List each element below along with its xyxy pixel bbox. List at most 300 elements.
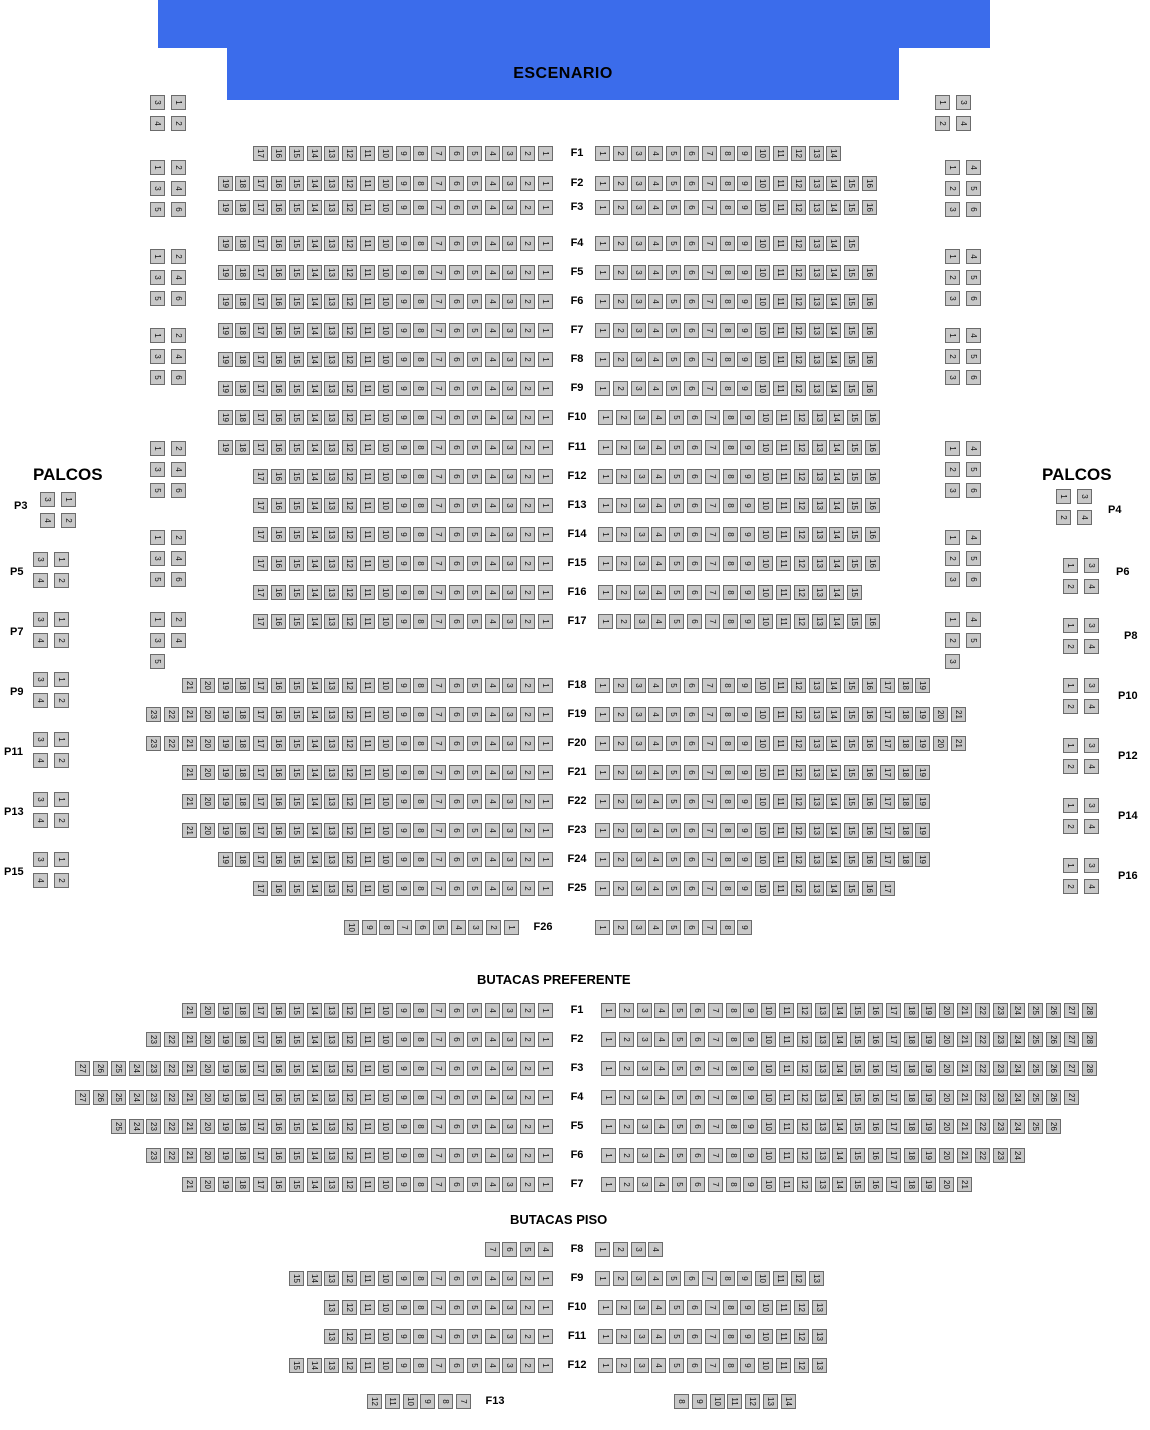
seat-preferente-F3-2[interactable]: 2 — [520, 1061, 535, 1076]
seat-piso-F11-7[interactable]: 7 — [431, 1329, 446, 1344]
seat-main-F21-5[interactable]: 5 — [467, 765, 482, 780]
seat-main-F6-r2[interactable]: 2 — [613, 294, 628, 309]
seat-main-F14-r15[interactable]: 15 — [847, 527, 862, 542]
seat-main-F6-14[interactable]: 14 — [307, 294, 322, 309]
seat-preferente-F3-r19[interactable]: 19 — [921, 1061, 936, 1076]
seat-main-F19-1[interactable]: 1 — [538, 707, 553, 722]
seat-preferente-F4-12[interactable]: 12 — [342, 1090, 357, 1105]
seat-main-F16-5[interactable]: 5 — [467, 585, 482, 600]
seat-preferente-F4-11[interactable]: 11 — [360, 1090, 375, 1105]
seat-preferente-F2-8[interactable]: 8 — [413, 1032, 428, 1047]
palco-side-left-5-seat-4[interactable]: 4 — [171, 551, 186, 566]
seat-main-F2-13[interactable]: 13 — [324, 176, 339, 191]
seat-preferente-F2-r24[interactable]: 24 — [1010, 1032, 1025, 1047]
palco-P8-seat-4[interactable]: 4 — [1084, 639, 1099, 654]
seat-main-F8-9[interactable]: 9 — [396, 352, 411, 367]
seat-main-F10-r1[interactable]: 1 — [598, 410, 613, 425]
seat-main-F9-1[interactable]: 1 — [538, 381, 553, 396]
seat-main-F2-18[interactable]: 18 — [235, 176, 250, 191]
seat-main-F15-2[interactable]: 2 — [520, 556, 535, 571]
seat-main-F18-r14[interactable]: 14 — [826, 678, 841, 693]
seat-preferente-F7-8[interactable]: 8 — [413, 1177, 428, 1192]
seat-main-F7-4[interactable]: 4 — [485, 323, 500, 338]
seat-main-F1-3[interactable]: 3 — [502, 146, 517, 161]
seat-main-F15-10[interactable]: 10 — [378, 556, 393, 571]
seat-main-F14-r8[interactable]: 8 — [723, 527, 738, 542]
seat-main-F7-2[interactable]: 2 — [520, 323, 535, 338]
seat-main-F14-12[interactable]: 12 — [342, 527, 357, 542]
seat-main-F10-13[interactable]: 13 — [324, 410, 339, 425]
seat-main-F4-10[interactable]: 10 — [378, 236, 393, 251]
seat-piso-F12-15[interactable]: 15 — [289, 1358, 304, 1373]
seat-main-F22-r4[interactable]: 4 — [648, 794, 663, 809]
seat-preferente-F2-14[interactable]: 14 — [307, 1032, 322, 1047]
seat-preferente-F5-11[interactable]: 11 — [360, 1119, 375, 1134]
palco-P9-seat-3[interactable]: 3 — [33, 672, 48, 687]
seat-piso-F10-5[interactable]: 5 — [467, 1300, 482, 1315]
seat-main-F12-r16[interactable]: 16 — [865, 469, 880, 484]
seat-preferente-F3-r20[interactable]: 20 — [939, 1061, 954, 1076]
seat-preferente-F2-r3[interactable]: 3 — [637, 1032, 652, 1047]
seat-main-F1-r9[interactable]: 9 — [737, 146, 752, 161]
seat-preferente-F6-12[interactable]: 12 — [342, 1148, 357, 1163]
seat-main-F20-20[interactable]: 20 — [200, 736, 215, 751]
seat-preferente-F6-18[interactable]: 18 — [235, 1148, 250, 1163]
seat-main-F22-r11[interactable]: 11 — [773, 794, 788, 809]
seat-piso-F11-r5[interactable]: 5 — [669, 1329, 684, 1344]
seat-main-F7-r11[interactable]: 11 — [773, 323, 788, 338]
seat-preferente-F3-r28[interactable]: 28 — [1082, 1061, 1097, 1076]
seat-preferente-F6-r13[interactable]: 13 — [815, 1148, 830, 1163]
seat-main-F19-22[interactable]: 22 — [164, 707, 179, 722]
seat-main-F7-9[interactable]: 9 — [396, 323, 411, 338]
seat-preferente-F7-6[interactable]: 6 — [449, 1177, 464, 1192]
seat-main-F12-r6[interactable]: 6 — [687, 469, 702, 484]
seat-preferente-F5-12[interactable]: 12 — [342, 1119, 357, 1134]
seat-main-F21-1[interactable]: 1 — [538, 765, 553, 780]
seat-main-F12-12[interactable]: 12 — [342, 469, 357, 484]
seat-main-F23-7[interactable]: 7 — [431, 823, 446, 838]
seat-main-F15-r8[interactable]: 8 — [723, 556, 738, 571]
palco-P8-seat-1[interactable]: 1 — [1063, 618, 1078, 633]
seat-preferente-F3-25[interactable]: 25 — [111, 1061, 126, 1076]
seat-main-F5-r1[interactable]: 1 — [595, 265, 610, 280]
seat-preferente-F4-16[interactable]: 16 — [271, 1090, 286, 1105]
seat-main-F24-1[interactable]: 1 — [538, 852, 553, 867]
seat-preferente-F1-14[interactable]: 14 — [307, 1003, 322, 1018]
seat-main-F11-16[interactable]: 16 — [271, 440, 286, 455]
seat-preferente-F2-r6[interactable]: 6 — [690, 1032, 705, 1047]
seat-preferente-F3-27[interactable]: 27 — [75, 1061, 90, 1076]
seat-preferente-F7-17[interactable]: 17 — [253, 1177, 268, 1192]
seat-preferente-F1-r22[interactable]: 22 — [975, 1003, 990, 1018]
seat-main-F15-15[interactable]: 15 — [289, 556, 304, 571]
seat-preferente-F6-13[interactable]: 13 — [324, 1148, 339, 1163]
seat-preferente-F2-19[interactable]: 19 — [218, 1032, 233, 1047]
seat-preferente-F3-r6[interactable]: 6 — [690, 1061, 705, 1076]
seat-main-F16-1[interactable]: 1 — [538, 585, 553, 600]
seat-main-F24-r8[interactable]: 8 — [720, 852, 735, 867]
seat-preferente-F6-r17[interactable]: 17 — [886, 1148, 901, 1163]
seat-preferente-F3-r17[interactable]: 17 — [886, 1061, 901, 1076]
seat-piso-F12-14[interactable]: 14 — [307, 1358, 322, 1373]
seat-main-F5-r5[interactable]: 5 — [666, 265, 681, 280]
seat-main-F12-2[interactable]: 2 — [520, 469, 535, 484]
seat-main-F23-6[interactable]: 6 — [449, 823, 464, 838]
seat-main-F25-14[interactable]: 14 — [307, 881, 322, 896]
seat-preferente-F5-r16[interactable]: 16 — [868, 1119, 883, 1134]
seat-main-F7-r16[interactable]: 16 — [862, 323, 877, 338]
seat-main-F22-2[interactable]: 2 — [520, 794, 535, 809]
seat-preferente-F2-10[interactable]: 10 — [378, 1032, 393, 1047]
seat-piso-F11-r11[interactable]: 11 — [776, 1329, 791, 1344]
seat-main-F2-r9[interactable]: 9 — [737, 176, 752, 191]
seat-main-F25-r13[interactable]: 13 — [809, 881, 824, 896]
seat-preferente-F4-r8[interactable]: 8 — [726, 1090, 741, 1105]
seat-main-F22-8[interactable]: 8 — [413, 794, 428, 809]
seat-main-F17-r7[interactable]: 7 — [705, 614, 720, 629]
seat-preferente-F2-16[interactable]: 16 — [271, 1032, 286, 1047]
seat-piso-F10-7[interactable]: 7 — [431, 1300, 446, 1315]
seat-preferente-F1-r11[interactable]: 11 — [779, 1003, 794, 1018]
palco-P3-seat-2[interactable]: 2 — [61, 513, 76, 528]
seat-main-F24-r10[interactable]: 10 — [755, 852, 770, 867]
seat-preferente-F1-r23[interactable]: 23 — [993, 1003, 1008, 1018]
seat-main-F25-13[interactable]: 13 — [324, 881, 339, 896]
seat-main-F20-r10[interactable]: 10 — [755, 736, 770, 751]
seat-preferente-F7-11[interactable]: 11 — [360, 1177, 375, 1192]
seat-piso-F9-r6[interactable]: 6 — [684, 1271, 699, 1286]
seat-main-F6-12[interactable]: 12 — [342, 294, 357, 309]
seat-main-F17-r11[interactable]: 11 — [776, 614, 791, 629]
seat-main-F1-r7[interactable]: 7 — [702, 146, 717, 161]
palco-P10-seat-3[interactable]: 3 — [1084, 678, 1099, 693]
seat-main-F1-r12[interactable]: 12 — [791, 146, 806, 161]
seat-main-F21-r11[interactable]: 11 — [773, 765, 788, 780]
seat-main-F2-7[interactable]: 7 — [431, 176, 446, 191]
seat-main-F5-3[interactable]: 3 — [502, 265, 517, 280]
seat-main-F5-13[interactable]: 13 — [324, 265, 339, 280]
seat-main-F9-14[interactable]: 14 — [307, 381, 322, 396]
seat-preferente-F3-r23[interactable]: 23 — [993, 1061, 1008, 1076]
seat-preferente-F1-9[interactable]: 9 — [396, 1003, 411, 1018]
seat-main-F6-r7[interactable]: 7 — [702, 294, 717, 309]
seat-main-F19-r1[interactable]: 1 — [595, 707, 610, 722]
seat-preferente-F2-r14[interactable]: 14 — [832, 1032, 847, 1047]
seat-main-F23-r4[interactable]: 4 — [648, 823, 663, 838]
seat-preferente-F4-r21[interactable]: 21 — [957, 1090, 972, 1105]
palco-P6-seat-2[interactable]: 2 — [1063, 579, 1078, 594]
palco-side-left-0-seat-4[interactable]: 4 — [150, 116, 165, 131]
seat-preferente-F7-r10[interactable]: 10 — [761, 1177, 776, 1192]
seat-main-F3-r10[interactable]: 10 — [755, 200, 770, 215]
seat-main-F23-5[interactable]: 5 — [467, 823, 482, 838]
seat-piso-F8-4[interactable]: 4 — [538, 1242, 553, 1257]
seat-main-F9-3[interactable]: 3 — [502, 381, 517, 396]
palco-P16-seat-2[interactable]: 2 — [1063, 879, 1078, 894]
seat-main-F25-3[interactable]: 3 — [502, 881, 517, 896]
seat-main-F23-r8[interactable]: 8 — [720, 823, 735, 838]
seat-piso-F13-r12[interactable]: 12 — [745, 1394, 760, 1409]
seat-piso-F12-3[interactable]: 3 — [502, 1358, 517, 1373]
seat-main-F19-2[interactable]: 2 — [520, 707, 535, 722]
palco-P13-seat-3[interactable]: 3 — [33, 792, 48, 807]
seat-preferente-F1-r27[interactable]: 27 — [1064, 1003, 1079, 1018]
seat-main-F5-12[interactable]: 12 — [342, 265, 357, 280]
seat-main-F7-r1[interactable]: 1 — [595, 323, 610, 338]
seat-preferente-F6-r6[interactable]: 6 — [690, 1148, 705, 1163]
seat-main-F10-11[interactable]: 11 — [360, 410, 375, 425]
seat-main-F23-r9[interactable]: 9 — [737, 823, 752, 838]
seat-main-F18-14[interactable]: 14 — [307, 678, 322, 693]
seat-main-F25-4[interactable]: 4 — [485, 881, 500, 896]
seat-main-F16-10[interactable]: 10 — [378, 585, 393, 600]
seat-main-F18-10[interactable]: 10 — [378, 678, 393, 693]
seat-main-F15-11[interactable]: 11 — [360, 556, 375, 571]
palco-P14-seat-4[interactable]: 4 — [1084, 819, 1099, 834]
seat-main-F25-6[interactable]: 6 — [449, 881, 464, 896]
seat-main-F18-r15[interactable]: 15 — [844, 678, 859, 693]
seat-piso-F12-2[interactable]: 2 — [520, 1358, 535, 1373]
seat-main-F9-r12[interactable]: 12 — [791, 381, 806, 396]
seat-main-F10-r3[interactable]: 3 — [634, 410, 649, 425]
seat-main-F18-r13[interactable]: 13 — [809, 678, 824, 693]
seat-main-F18-11[interactable]: 11 — [360, 678, 375, 693]
seat-main-F23-8[interactable]: 8 — [413, 823, 428, 838]
seat-main-F20-7[interactable]: 7 — [431, 736, 446, 751]
seat-piso-F12-11[interactable]: 11 — [360, 1358, 375, 1373]
seat-preferente-F1-15[interactable]: 15 — [289, 1003, 304, 1018]
seat-main-F16-r9[interactable]: 9 — [740, 585, 755, 600]
seat-main-F24-12[interactable]: 12 — [342, 852, 357, 867]
seat-preferente-F2-20[interactable]: 20 — [200, 1032, 215, 1047]
seat-main-F15-13[interactable]: 13 — [324, 556, 339, 571]
palco-side-left-0-seat-2[interactable]: 2 — [171, 116, 186, 131]
palco-P9-seat-2[interactable]: 2 — [54, 693, 69, 708]
seat-main-F24-r18[interactable]: 18 — [898, 852, 913, 867]
seat-main-F6-r1[interactable]: 1 — [595, 294, 610, 309]
seat-main-F3-10[interactable]: 10 — [378, 200, 393, 215]
seat-main-F23-9[interactable]: 9 — [396, 823, 411, 838]
seat-main-F25-r16[interactable]: 16 — [862, 881, 877, 896]
seat-main-F23-2[interactable]: 2 — [520, 823, 535, 838]
seat-main-F15-9[interactable]: 9 — [396, 556, 411, 571]
seat-main-F3-r15[interactable]: 15 — [844, 200, 859, 215]
seat-main-F5-15[interactable]: 15 — [289, 265, 304, 280]
seat-main-F13-10[interactable]: 10 — [378, 498, 393, 513]
seat-main-F6-1[interactable]: 1 — [538, 294, 553, 309]
seat-preferente-F6-r19[interactable]: 19 — [921, 1148, 936, 1163]
seat-main-F9-r10[interactable]: 10 — [755, 381, 770, 396]
seat-main-F9-r8[interactable]: 8 — [720, 381, 735, 396]
seat-main-F11-r4[interactable]: 4 — [651, 440, 666, 455]
seat-main-F8-1[interactable]: 1 — [538, 352, 553, 367]
seat-piso-F10-4[interactable]: 4 — [485, 1300, 500, 1315]
palco-P9-seat-4[interactable]: 4 — [33, 693, 48, 708]
palco-side-right-3-seat-4[interactable]: 4 — [966, 328, 981, 343]
seat-main-F13-12[interactable]: 12 — [342, 498, 357, 513]
seat-piso-F9-12[interactable]: 12 — [342, 1271, 357, 1286]
seat-main-F23-11[interactable]: 11 — [360, 823, 375, 838]
seat-preferente-F7-r9[interactable]: 9 — [743, 1177, 758, 1192]
seat-main-F2-3[interactable]: 3 — [502, 176, 517, 191]
seat-main-F2-r13[interactable]: 13 — [809, 176, 824, 191]
seat-main-F13-r9[interactable]: 9 — [740, 498, 755, 513]
seat-main-F23-14[interactable]: 14 — [307, 823, 322, 838]
seat-main-F25-r9[interactable]: 9 — [737, 881, 752, 896]
seat-piso-F10-6[interactable]: 6 — [449, 1300, 464, 1315]
palco-side-right-4-seat-5[interactable]: 5 — [966, 462, 981, 477]
seat-piso-F9-r11[interactable]: 11 — [773, 1271, 788, 1286]
seat-main-F10-16[interactable]: 16 — [271, 410, 286, 425]
seat-preferente-F4-r12[interactable]: 12 — [797, 1090, 812, 1105]
palco-side-left-1-seat-5[interactable]: 5 — [150, 202, 165, 217]
seat-main-F2-r2[interactable]: 2 — [613, 176, 628, 191]
seat-main-F25-r17[interactable]: 17 — [880, 881, 895, 896]
palco-side-left-6-seat-3[interactable]: 3 — [150, 633, 165, 648]
seat-main-F11-14[interactable]: 14 — [307, 440, 322, 455]
seat-main-F14-r6[interactable]: 6 — [687, 527, 702, 542]
palco-P15-seat-4[interactable]: 4 — [33, 873, 48, 888]
seat-main-F6-r9[interactable]: 9 — [737, 294, 752, 309]
seat-main-F25-r15[interactable]: 15 — [844, 881, 859, 896]
seat-main-F21-r4[interactable]: 4 — [648, 765, 663, 780]
seat-main-F14-5[interactable]: 5 — [467, 527, 482, 542]
seat-main-F10-19[interactable]: 19 — [218, 410, 233, 425]
seat-main-F7-19[interactable]: 19 — [218, 323, 233, 338]
seat-main-F10-r2[interactable]: 2 — [616, 410, 631, 425]
seat-preferente-F7-16[interactable]: 16 — [271, 1177, 286, 1192]
seat-preferente-F4-15[interactable]: 15 — [289, 1090, 304, 1105]
seat-main-F11-17[interactable]: 17 — [253, 440, 268, 455]
seat-preferente-F5-r7[interactable]: 7 — [708, 1119, 723, 1134]
seat-main-F9-6[interactable]: 6 — [449, 381, 464, 396]
seat-preferente-F5-7[interactable]: 7 — [431, 1119, 446, 1134]
seat-main-F3-r2[interactable]: 2 — [613, 200, 628, 215]
seat-main-F23-4[interactable]: 4 — [485, 823, 500, 838]
seat-preferente-F6-r16[interactable]: 16 — [868, 1148, 883, 1163]
seat-main-F18-19[interactable]: 19 — [218, 678, 233, 693]
seat-main-F14-7[interactable]: 7 — [431, 527, 446, 542]
seat-main-F5-18[interactable]: 18 — [235, 265, 250, 280]
seat-main-F6-5[interactable]: 5 — [467, 294, 482, 309]
palco-side-right-4-seat-1[interactable]: 1 — [945, 441, 960, 456]
seat-main-F8-r3[interactable]: 3 — [631, 352, 646, 367]
seat-preferente-F5-r12[interactable]: 12 — [797, 1119, 812, 1134]
seat-main-F3-6[interactable]: 6 — [449, 200, 464, 215]
seat-main-F6-6[interactable]: 6 — [449, 294, 464, 309]
seat-main-F10-r13[interactable]: 13 — [812, 410, 827, 425]
seat-main-F18-r9[interactable]: 9 — [737, 678, 752, 693]
seat-main-F18-r19[interactable]: 19 — [915, 678, 930, 693]
seat-main-F15-r9[interactable]: 9 — [740, 556, 755, 571]
seat-main-F9-19[interactable]: 19 — [218, 381, 233, 396]
seat-main-F14-1[interactable]: 1 — [538, 527, 553, 542]
seat-piso-F13-r8[interactable]: 8 — [674, 1394, 689, 1409]
seat-preferente-F4-1[interactable]: 1 — [538, 1090, 553, 1105]
seat-main-F17-r10[interactable]: 10 — [758, 614, 773, 629]
seat-preferente-F5-r10[interactable]: 10 — [761, 1119, 776, 1134]
seat-preferente-F6-r3[interactable]: 3 — [637, 1148, 652, 1163]
seat-main-F24-15[interactable]: 15 — [289, 852, 304, 867]
seat-main-F10-2[interactable]: 2 — [520, 410, 535, 425]
seat-piso-F11-r6[interactable]: 6 — [687, 1329, 702, 1344]
palco-side-left-3-seat-5[interactable]: 5 — [150, 370, 165, 385]
seat-main-F14-2[interactable]: 2 — [520, 527, 535, 542]
seat-piso-F12-r7[interactable]: 7 — [705, 1358, 720, 1373]
seat-main-F20-r7[interactable]: 7 — [702, 736, 717, 751]
seat-main-F19-r11[interactable]: 11 — [773, 707, 788, 722]
palco-P3-seat-1[interactable]: 1 — [61, 492, 76, 507]
seat-main-F10-r11[interactable]: 11 — [776, 410, 791, 425]
seat-main-F20-r8[interactable]: 8 — [720, 736, 735, 751]
seat-preferente-F1-2[interactable]: 2 — [520, 1003, 535, 1018]
palco-side-left-2-seat-1[interactable]: 1 — [150, 249, 165, 264]
seat-main-F7-r2[interactable]: 2 — [613, 323, 628, 338]
seat-main-F15-r15[interactable]: 15 — [847, 556, 862, 571]
seat-main-F24-10[interactable]: 10 — [378, 852, 393, 867]
palco-P6-seat-1[interactable]: 1 — [1063, 558, 1078, 573]
seat-piso-F11-3[interactable]: 3 — [502, 1329, 517, 1344]
seat-main-F12-16[interactable]: 16 — [271, 469, 286, 484]
palco-side-right-2-seat-3[interactable]: 3 — [945, 291, 960, 306]
seat-preferente-F4-r20[interactable]: 20 — [939, 1090, 954, 1105]
seat-main-F11-r6[interactable]: 6 — [687, 440, 702, 455]
seat-main-F19-r7[interactable]: 7 — [702, 707, 717, 722]
seat-main-F19-18[interactable]: 18 — [235, 707, 250, 722]
seat-preferente-F5-19[interactable]: 19 — [218, 1119, 233, 1134]
seat-piso-F12-10[interactable]: 10 — [378, 1358, 393, 1373]
seat-preferente-F5-8[interactable]: 8 — [413, 1119, 428, 1134]
palco-side-left-3-seat-6[interactable]: 6 — [171, 370, 186, 385]
seat-main-F26-10[interactable]: 10 — [344, 920, 359, 935]
seat-preferente-F5-r5[interactable]: 5 — [672, 1119, 687, 1134]
seat-main-F3-1[interactable]: 1 — [538, 200, 553, 215]
seat-preferente-F5-r4[interactable]: 4 — [654, 1119, 669, 1134]
palco-side-left-6-seat-5[interactable]: 5 — [150, 654, 165, 669]
palco-P6-seat-3[interactable]: 3 — [1084, 558, 1099, 573]
seat-main-F23-r15[interactable]: 15 — [844, 823, 859, 838]
seat-preferente-F3-r3[interactable]: 3 — [637, 1061, 652, 1076]
seat-main-F22-15[interactable]: 15 — [289, 794, 304, 809]
seat-piso-F8-7[interactable]: 7 — [485, 1242, 500, 1257]
seat-preferente-F3-r13[interactable]: 13 — [815, 1061, 830, 1076]
seat-main-F12-6[interactable]: 6 — [449, 469, 464, 484]
seat-piso-F11-5[interactable]: 5 — [467, 1329, 482, 1344]
seat-preferente-F3-r15[interactable]: 15 — [850, 1061, 865, 1076]
seat-piso-F11-r12[interactable]: 12 — [794, 1329, 809, 1344]
seat-main-F24-8[interactable]: 8 — [413, 852, 428, 867]
seat-preferente-F2-12[interactable]: 12 — [342, 1032, 357, 1047]
seat-main-F8-r1[interactable]: 1 — [595, 352, 610, 367]
seat-preferente-F5-3[interactable]: 3 — [502, 1119, 517, 1134]
seat-main-F20-22[interactable]: 22 — [164, 736, 179, 751]
seat-main-F2-r15[interactable]: 15 — [844, 176, 859, 191]
seat-preferente-F1-r2[interactable]: 2 — [619, 1003, 634, 1018]
seat-preferente-F2-r8[interactable]: 8 — [726, 1032, 741, 1047]
seat-preferente-F2-15[interactable]: 15 — [289, 1032, 304, 1047]
seat-preferente-F5-r14[interactable]: 14 — [832, 1119, 847, 1134]
seat-main-F9-r3[interactable]: 3 — [631, 381, 646, 396]
seat-main-F6-4[interactable]: 4 — [485, 294, 500, 309]
seat-main-F6-13[interactable]: 13 — [324, 294, 339, 309]
seat-preferente-F2-1[interactable]: 1 — [538, 1032, 553, 1047]
seat-piso-F8-6[interactable]: 6 — [502, 1242, 517, 1257]
seat-preferente-F5-r18[interactable]: 18 — [904, 1119, 919, 1134]
seat-main-F13-15[interactable]: 15 — [289, 498, 304, 513]
seat-main-F13-3[interactable]: 3 — [502, 498, 517, 513]
seat-main-F8-r14[interactable]: 14 — [826, 352, 841, 367]
